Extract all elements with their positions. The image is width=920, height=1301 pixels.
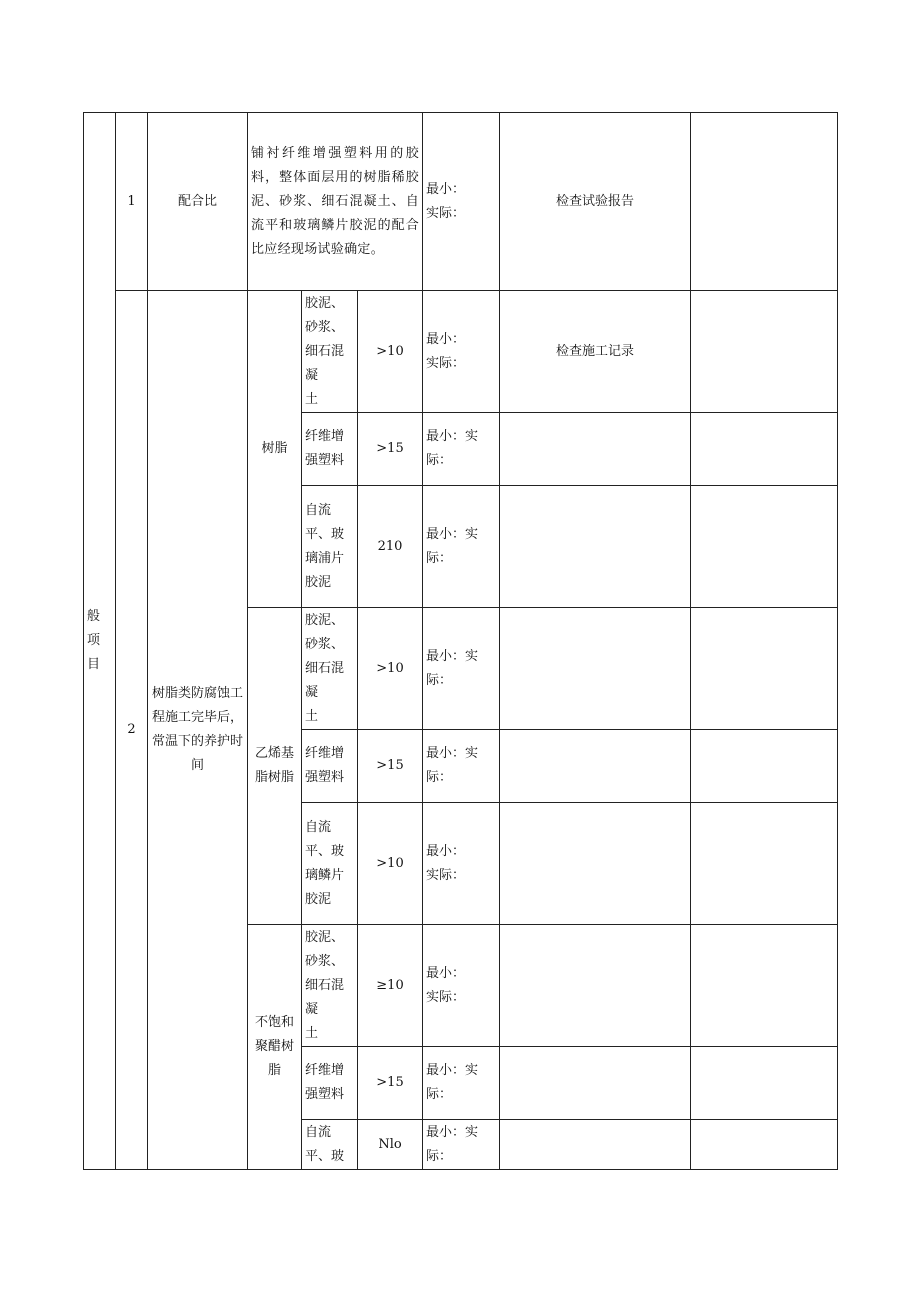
method-cell: [500, 413, 691, 486]
method-cell: [500, 803, 691, 925]
method-cell: [500, 730, 691, 803]
curing-value: Nlo: [358, 1120, 423, 1170]
measure-cell: 最小：实际：: [423, 413, 500, 486]
resin-type-1: 树脂: [248, 291, 302, 608]
table-row-item-1: [84, 113, 838, 291]
item-1-result: [691, 113, 838, 291]
curing-value: >10: [358, 291, 423, 413]
measure-cell: 最小： 实际：: [423, 291, 500, 413]
curing-value: >15: [358, 413, 423, 486]
material-cell: 纤维增强塑料: [302, 1047, 358, 1120]
table-row: [84, 291, 838, 413]
method-cell: [500, 1047, 691, 1120]
material-cell: 纤维增强塑料: [302, 730, 358, 803]
measure-cell: 最小：实际：: [423, 608, 500, 730]
result-cell: [691, 291, 838, 413]
curing-value: ≥10: [358, 925, 423, 1047]
result-cell: [691, 486, 838, 608]
item-2-method: 检查施工记录: [500, 291, 691, 413]
result-cell: [691, 1120, 838, 1170]
measure-cell: 最小：实际：: [423, 1120, 500, 1170]
item-2-number: 2: [116, 291, 148, 1170]
method-cell: [500, 608, 691, 730]
result-cell: [691, 925, 838, 1047]
measure-cell: 最小：实际：: [423, 486, 500, 608]
material-cell: 胶泥、砂浆、 细石混凝 土: [302, 291, 358, 413]
method-cell: [500, 486, 691, 608]
result-cell: [691, 1047, 838, 1120]
curing-value: >15: [358, 730, 423, 803]
result-cell: [691, 730, 838, 803]
item-1-method: 检查试验报告: [500, 113, 691, 291]
material-cell: 胶泥、砂浆、 细石混凝 土: [302, 608, 358, 730]
inspection-table: [83, 112, 838, 1170]
item-1-number: 1: [116, 113, 148, 291]
method-cell: [500, 925, 691, 1047]
curing-value: >15: [358, 1047, 423, 1120]
item-1-requirement: 铺衬纤维增强塑料用的胶料，整体面层用的树脂稀胶泥、砂浆、细石混凝土、自流平和玻璃鳞片胶泥的配合比应经现场试验确定。: [248, 113, 423, 291]
curing-value: >10: [358, 608, 423, 730]
measure-cell: 最小：实际：: [423, 730, 500, 803]
category-cell: 般项目: [84, 113, 116, 1170]
curing-value: 210: [358, 486, 423, 608]
material-cell: 纤维增强塑料: [302, 413, 358, 486]
curing-value: >10: [358, 803, 423, 925]
material-cell: 自流平、玻璃鳞片胶泥: [302, 803, 358, 925]
result-cell: [691, 803, 838, 925]
measure-cell: 最小： 实际：: [423, 925, 500, 1047]
resin-type-3: 不饱和聚醋树脂: [248, 925, 302, 1170]
result-cell: [691, 413, 838, 486]
material-cell: 自流平、玻: [302, 1120, 358, 1170]
resin-type-2: 乙烯基脂树脂: [248, 608, 302, 925]
item-1-measure: 最小： 实际：: [423, 113, 500, 291]
material-cell: 胶泥、砂浆、 细石混凝 土: [302, 925, 358, 1047]
measure-cell: 最小：实际：: [423, 1047, 500, 1120]
item-2-name: 树脂类防腐蚀工程施工完毕后，常温下的养护时间: [148, 291, 248, 1170]
item-1-name: 配合比: [148, 113, 248, 291]
material-cell: 自流平、玻璃浦片胶泥: [302, 486, 358, 608]
result-cell: [691, 608, 838, 730]
method-cell: [500, 1120, 691, 1170]
measure-cell: 最小： 实际：: [423, 803, 500, 925]
